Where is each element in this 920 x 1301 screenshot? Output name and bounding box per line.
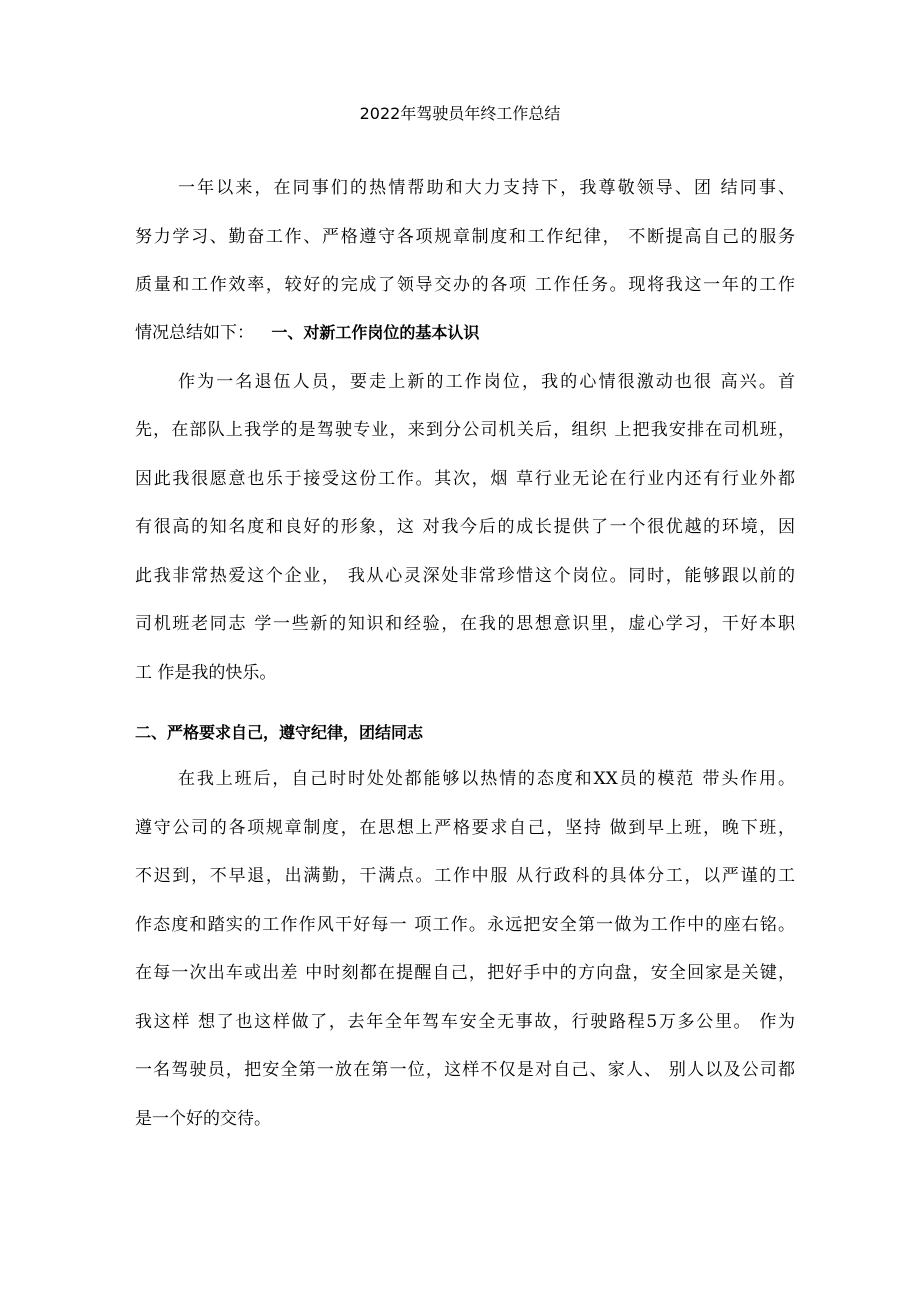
paragraph-line: 不迟到，不早退，出满勤，干满点。工作中服 从行政科的具体分工，以严谨的工 [135,866,795,886]
section-heading-2: 二、严格要求自己，遵守纪律，团结同志 [135,723,424,742]
paragraph-line: 遵守公司的各项规章制度，在思想上严格要求自己，坚持 做到早上班，晚下班， [135,818,795,838]
paragraph-line: 质量和工作效率，较好的完成了领导交办的各项 工作任务。现将我这一年的工作 [135,275,795,295]
paragraph-line: 因此我很愿意也乐于接受这份工作。其次，烟 草行业无论在行业内还有行业外都 [135,469,795,489]
paragraph-line: 此我非常热爱这个企业， 我从心灵深处非常珍惜这个岗位。同时，能够跟以前的 [135,566,795,586]
paragraph-line: 工 作是我的快乐。 [135,663,277,683]
paragraph-line: 有很高的知名度和良好的形象，这 对我今后的成长提供了一个很优越的环境，因 [135,517,795,537]
section-heading-1: 一、对新工作岗位的基本认识 [271,323,480,342]
paragraph-line: 在我上班后，自己时时处处都能够以热情的态度和XX员的模范 带头作用。 [178,769,795,789]
paragraph-line-text: 情况总结如下： [135,323,254,343]
paragraph-line: 司机班老同志 学一些新的知识和经验，在我的思想意识里，虚心学习，干好本职 [135,614,795,634]
paragraph-line: 作为一名退伍人员，要走上新的工作岗位，我的心情很激动也很 高兴。首 [178,372,795,392]
paragraph-line: 作态度和踏实的工作作风干好每一 项工作。永远把安全第一做为工作中的座右铭。 [135,915,795,935]
paragraph-line: 一年以来，在同事们的热情帮助和大力支持下，我尊敬领导、团 结同事、 [178,178,795,198]
document-title: 2022年驾驶员年终工作总结 [359,104,561,123]
paragraph-line: 一名驾驶员，把安全第一放在第一位，这样不仅是对自己、家人、 别人以及公司都 [135,1060,795,1080]
paragraph-line: 是一个好的交待。 [135,1109,271,1129]
paragraph-line: 我这样 想了也这样做了，去年全年驾车安全无事故，行驶路程5万多公里。 作为 [135,1012,795,1032]
paragraph-line: 先，在部队上我学的是驾驶专业，来到分公司机关后，组织 上把我安排在司机班， [135,420,795,440]
paragraph-line: 在每一次出车或出差 中时刻都在提醒自己，把好手中的方向盘，安全回家是关键， [135,963,795,983]
paragraph-line [135,319,795,347]
paragraph-line: 努力学习、勤奋工作、严格遵守各项规章制度和工作纪律， 不断提高自己的服务 [135,227,795,247]
